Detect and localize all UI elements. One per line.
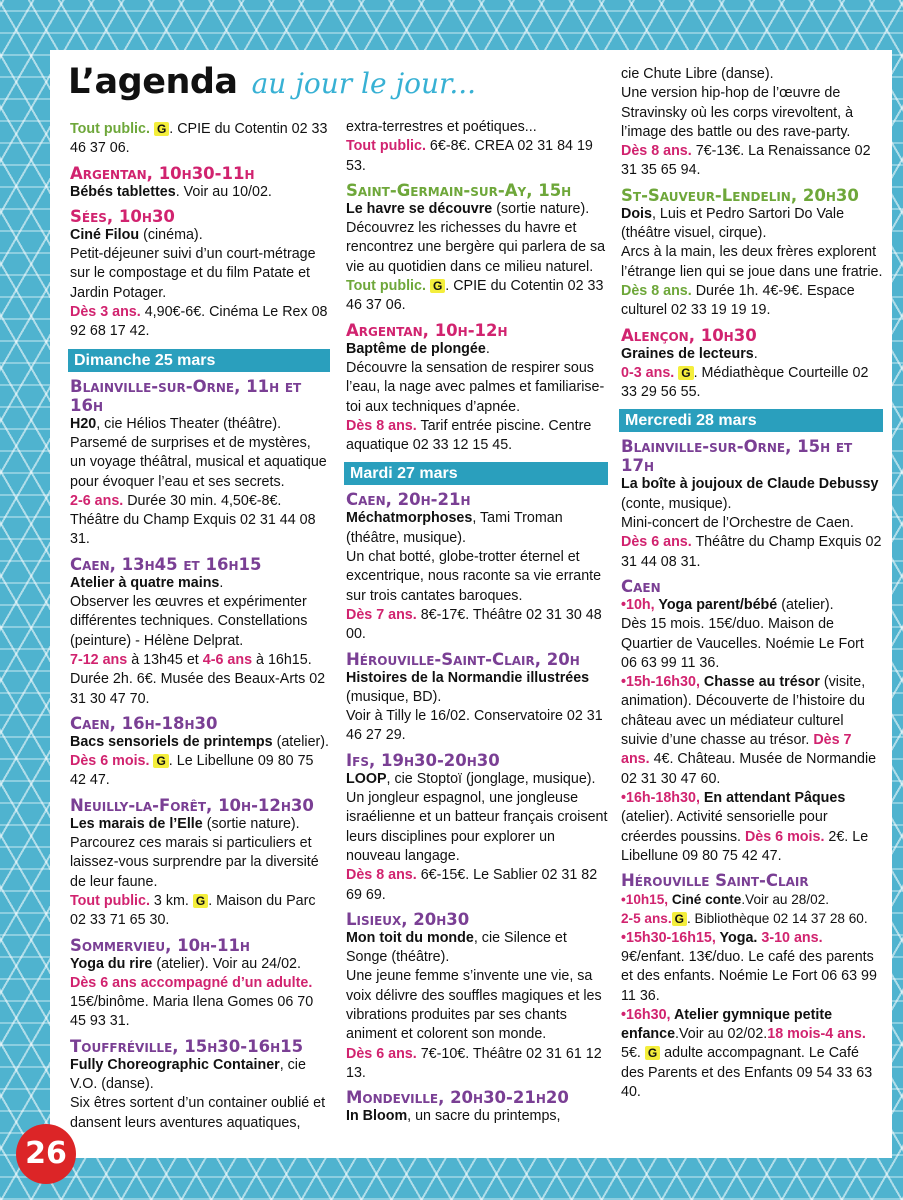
event-info: 7€-10€. Théâtre 02 31 61 12 13. — [346, 1045, 602, 1081]
event-title: Atelier gymnique petite enfance — [621, 1006, 833, 1043]
event-title: H20 — [70, 415, 97, 432]
event-info: (musique, BD). — [346, 688, 442, 705]
event-entry — [346, 200, 608, 219]
event-info: , cie Silence et Songe (théâtre). — [346, 929, 567, 966]
event-heading: Sées, 10h30 — [70, 206, 175, 226]
event-info: , cie Hélios Theater (théâtre). — [96, 415, 282, 432]
event-info: . — [485, 340, 490, 357]
age-label: 7-12 ans — [70, 651, 128, 668]
event-desc: Une jeune femme s’invente une vie, sa voix délivre des souffles magiques et les vibrations produites par ses chants animent et colorent son monde. — [346, 968, 602, 1043]
event-info: . Le Libellune 09 80 75 42 47. — [70, 753, 314, 789]
event-title: En attendant Pâques — [699, 789, 846, 806]
event-info: (visite, animation). Découverte de l’histoire du château avec un médiateur culturel suivie d’une chasse au trésor. — [621, 674, 866, 749]
event-entry — [70, 183, 330, 202]
event-title: Histoires de la Normandie illustrées — [346, 669, 590, 686]
event-info: . Médiathèque Courteille 02 33 29 56 55. — [621, 364, 869, 401]
event-desc: Découvre la sensation de respirer sous l’eau, la nage avec palmes et familiarise-toi aux techniques d’apnée. — [346, 359, 605, 415]
event-desc: Dès 15 mois. 15€/duo. Maison de Quartier de Vaucelles. Noémie Le Fort 06 63 99 11 36. — [621, 616, 864, 671]
g-badge-icon: G — [678, 366, 693, 380]
event-entry — [70, 815, 330, 834]
event-info: . CPIE du Cotentin 02 33 46 37 06. — [70, 121, 328, 157]
event-heading: Blainville-sur-Orne, 15h et 17h — [621, 437, 853, 476]
event-info: à 16h15. Durée 2h. 6€. Musée des Beaux-Arts 02 31 30 47 70. — [70, 651, 326, 707]
age-label: 3-10 ans. — [757, 929, 823, 946]
event-heading: Blainville-sur-Orne, 11h et 16h — [70, 376, 302, 415]
page-title — [68, 62, 476, 122]
event-entry — [621, 205, 883, 244]
event-info: , cie V.O. (danse). — [70, 1056, 306, 1092]
age-label: 2-5 ans. — [621, 911, 672, 927]
event-desc: Un jongleur espagnol, une jongleuse israélienne et un batteur français croisent leurs disciplines pour explorer un nouveau langage. — [346, 790, 608, 864]
event-entry — [346, 137, 608, 176]
event-entry — [621, 1006, 883, 1102]
event-entry — [70, 955, 330, 974]
age-label: Dès 6 mois. — [741, 828, 825, 845]
event-title: Baptême de plongée — [346, 340, 486, 357]
event-info: , un sacre du printemps, — [407, 1108, 561, 1125]
age-label: 18 mois-4 ans. — [767, 1026, 866, 1043]
event-info: Durée 30 min. 4,50€-8€. Théâtre du Champ Exquis 02 31 44 08 31. — [70, 492, 316, 548]
day-header: Mardi 27 mars — [344, 462, 608, 485]
event-title: Yoga. — [715, 929, 758, 946]
event-title: Chasse au trésor — [699, 674, 820, 691]
title-main: L’agenda — [68, 62, 238, 102]
event-entry — [70, 1056, 330, 1095]
event-entry — [346, 417, 608, 456]
event-info: (sortie nature). — [492, 200, 590, 217]
event-heading: Alençon, 10h30 — [621, 325, 757, 345]
event-info: (conte, musique). — [621, 495, 732, 512]
event-desc: extra-terrestres et poétiques... — [346, 119, 537, 135]
event-entry — [346, 1107, 608, 1126]
event-entry — [346, 340, 608, 359]
event-info: . — [219, 574, 224, 591]
age-label: Tout public. — [70, 892, 150, 909]
event-info: 9€/enfant. 13€/duo. Le café des parents et des enfants. Noémie Le Fort 06 63 99 11 36. — [621, 948, 877, 1004]
event-entry — [70, 651, 330, 709]
event-heading: Caen, 20h-21h — [346, 490, 471, 510]
event-title: Bébés tablettes — [70, 183, 176, 200]
event-entry — [621, 673, 883, 789]
event-entry — [70, 892, 330, 931]
event-entry — [346, 1045, 608, 1084]
event-title: Les marais de l’Elle — [70, 815, 203, 832]
event-info: Tarif entrée piscine. Centre aquatique 02 33 12 15 45. — [346, 417, 592, 454]
event-info: , Luis et Pedro Sartori Do Vale (théâtre visuel, cirque). — [621, 205, 845, 242]
event-title: Graines de lecteurs — [621, 345, 754, 362]
event-info: (cinéma). — [139, 226, 203, 243]
event-entry — [621, 533, 883, 572]
event-info: . Maison du Parc 02 33 71 65 30. — [70, 892, 316, 929]
event-heading: Touffréville, 15h30-16h15 — [70, 1036, 304, 1056]
event-title: Atelier à quatre mains — [70, 574, 220, 591]
event-info: adulte accompagnant. Le Café des Parents et des Enfants 09 54 33 63 40. — [621, 1045, 873, 1101]
event-info: (atelier). Voir au 24/02. — [152, 955, 301, 972]
event-desc: Un chat botté, globe-trotter éternel et excentrique, nous raconte sa vie errante sur trois cantates baroques. — [346, 549, 602, 604]
event-heading: Lisieux, 20h30 — [346, 909, 470, 929]
event-desc: Parsemé de surprises et de mystères, un voyage théâtral, musical et aquatique pour évoquer l’eau et ses secrets. — [70, 434, 327, 490]
event-heading: Neuilly-la-Forêt, 10h-12h30 — [70, 795, 314, 815]
day-header: Dimanche 25 mars — [68, 349, 330, 372]
event-entry — [70, 226, 330, 245]
event-time: •15h30-16h15, — [621, 929, 716, 946]
event-heading: Ifs, 19h30-20h30 — [346, 750, 500, 770]
event-info: 7€-13€. La Renaissance 02 31 35 65 94. — [621, 143, 871, 179]
event-title: Mon toit du monde — [346, 929, 474, 946]
event-info: 3 km. — [149, 892, 193, 909]
event-info: 6€-8€. CREA 02 31 84 19 53. — [346, 138, 593, 174]
age-label: Tout public. — [346, 278, 426, 295]
event-entry — [621, 475, 883, 514]
g-badge-icon: G — [430, 279, 445, 293]
event-title: Dois — [621, 205, 652, 222]
event-heading: Saint-Germain-sur-Ay, 15h — [346, 180, 572, 200]
column-3 — [621, 65, 883, 1102]
event-title: Le havre se découvre — [346, 200, 493, 217]
g-badge-icon: G — [672, 912, 687, 926]
event-title: Ciné conte — [668, 892, 742, 908]
event-entry — [621, 345, 883, 364]
event-info: .Voir au 28/02. — [741, 892, 830, 908]
event-info: 15€/binôme. Maria Ilena Gomes 06 70 45 93 31. — [70, 994, 314, 1030]
event-title: Ciné Filou — [70, 226, 140, 243]
event-info: 5€. — [621, 1045, 645, 1062]
event-heading: Mondeville, 20h30-21h20 — [346, 1088, 569, 1108]
event-info: . Voir au 10/02. — [175, 183, 272, 200]
event-desc: cie Chute Libre (danse). — [621, 66, 774, 82]
event-heading: Hérouville-Saint-Clair, 20h — [346, 649, 580, 669]
event-info: , Tami Troman (théâtre, musique). — [346, 510, 563, 546]
event-entry — [621, 282, 883, 321]
g-badge-icon: G — [153, 754, 168, 768]
event-desc: Parcourez ces marais si particuliers et laissez-vous surprendre par la diversité de leur faune. — [70, 835, 319, 890]
title-script: au jour le jour... — [251, 67, 477, 100]
event-desc: Une version hip-hop de l’œuvre de Stravinsky où les corps virevoltent, à l’image des battle ou des rave-party. — [621, 85, 854, 140]
event-title: La boîte à joujoux de Claude Debussy — [621, 476, 879, 493]
event-heading: Argentan, 10h-12h — [346, 320, 508, 340]
age-label: 0-3 ans. — [621, 364, 675, 381]
g-badge-icon: G — [645, 1046, 660, 1060]
event-title: In Bloom — [346, 1108, 408, 1125]
event-entry — [346, 929, 608, 968]
event-time: •10h15, — [621, 892, 669, 908]
event-time: •16h30, — [621, 1006, 671, 1023]
event-entry — [346, 669, 608, 708]
column-2 — [346, 118, 608, 1126]
event-entry — [621, 929, 883, 1006]
event-entry — [70, 974, 330, 1032]
event-info: Théâtre du Champ Exquis 02 31 44 08 31. — [621, 534, 882, 570]
age-label: Dès 6 mois. — [70, 753, 150, 770]
event-info: (atelier). — [777, 596, 834, 613]
event-heading: Hérouville Saint-Clair — [621, 871, 809, 891]
age-label: Dès 8 ans. — [346, 867, 417, 884]
day-header: Mercredi 28 mars — [619, 409, 883, 432]
event-entry — [346, 277, 608, 316]
event-entry — [70, 574, 330, 593]
event-heading: Sommervieu, 10h-11h — [70, 935, 250, 955]
event-entry — [70, 752, 330, 791]
age-label: Tout public. — [70, 121, 150, 137]
event-title: Yoga parent/bébé — [654, 596, 778, 613]
g-badge-icon: G — [193, 894, 208, 908]
event-title: Bacs sensoriels de printemps — [70, 733, 273, 750]
event-info: (atelier). — [272, 733, 330, 750]
event-info: . CPIE du Cotentin 02 33 46 37 06. — [346, 278, 604, 314]
event-entry — [346, 606, 608, 645]
event-title: Méchatmorphoses — [346, 510, 473, 527]
event-heading: Caen, 13h45 et 16h15 — [70, 554, 262, 574]
event-heading: Argentan, 10h30-11h — [70, 163, 255, 183]
event-entry — [70, 303, 330, 342]
event-time: •10h, — [621, 596, 655, 613]
event-info: . — [753, 345, 758, 362]
event-info: Durée 1h. 4€-9€. Espace culturel 02 33 19 19 19. — [621, 282, 855, 319]
event-entry — [70, 120, 330, 159]
event-entry — [621, 890, 883, 929]
event-entry — [621, 789, 883, 866]
age-label: Dès 8 ans. — [346, 417, 417, 434]
age-label: Dès 7 ans. — [346, 606, 417, 623]
age-label: Dès 7 ans. — [621, 732, 852, 768]
event-info: (sortie nature). — [202, 815, 300, 832]
event-desc: Découvrez les richesses du havre et rencontrez une bergère qui parlera de sa vie au quotidien dans ce milieu naturel. — [346, 220, 606, 275]
event-info: .Voir au 02/02. — [675, 1026, 768, 1043]
event-info: , cie Stoptoï (jonglage, musique). — [386, 770, 596, 787]
event-desc: Petit-déjeuner suivi d’un court-métrage sur le compostage et du film Patate et Jardin Potager. — [70, 246, 316, 301]
event-title: Yoga du rire — [70, 955, 153, 972]
event-entry — [621, 364, 883, 403]
event-info: 4€. Château. Musée de Normandie 02 31 30 47 60. — [621, 751, 877, 787]
event-entry — [346, 866, 608, 905]
column-1 — [70, 120, 330, 1133]
event-title: Fully Choreographic Container — [70, 1056, 280, 1073]
event-entry — [346, 509, 608, 548]
event-info: à 13h45 et — [127, 651, 203, 668]
event-entry — [70, 733, 330, 752]
age-label: Dès 6 ans. — [621, 534, 692, 551]
event-entry — [70, 492, 330, 550]
event-info: 6€-15€. Le Sablier 02 31 82 69 69. — [346, 867, 598, 903]
event-entry — [621, 142, 883, 181]
age-label: Dès 8 ans. — [621, 282, 692, 299]
g-badge-icon: G — [154, 122, 169, 136]
event-time: •15h-16h30, — [621, 674, 700, 691]
event-heading: Caen — [621, 576, 661, 596]
age-label: Tout public. — [346, 138, 426, 155]
event-heading: Caen, 16h-18h30 — [70, 713, 218, 733]
age-label: Dès 3 ans. — [70, 304, 141, 321]
age-label: Dès 8 ans. — [621, 143, 692, 160]
event-entry — [70, 415, 330, 434]
event-heading: St-Sauveur-Lendelin, 20h30 — [621, 185, 859, 205]
event-entry — [621, 596, 883, 615]
event-desc: Mini-concert de l’Orchestre de Caen. — [621, 515, 854, 532]
event-info: . Bibliothèque 02 14 37 28 60. — [686, 911, 868, 927]
event-info: (atelier). Activité sensorielle pour créerdes poussins. — [621, 809, 828, 845]
event-info: 8€-17€. Théâtre 02 31 30 48 00. — [346, 606, 602, 643]
age-label: 2-6 ans. — [70, 492, 124, 509]
age-label: Dès 6 ans. — [346, 1045, 417, 1062]
age-label: Dès 6 ans accompagné d’un adulte. — [70, 974, 313, 991]
event-desc: Observer les œuvres et expérimenter différentes techniques. Constellations (peinture) - Hélène Delprat. — [70, 594, 308, 649]
event-entry — [346, 770, 608, 789]
event-info: 2€. Le Libellune 09 80 75 42 47. — [621, 828, 869, 864]
age-label: 4-6 ans — [202, 651, 253, 668]
event-title: LOOP — [346, 770, 387, 787]
event-desc: Arcs à la main, les deux frères explorent l’étrange lien qui se joue dans une fratrie. — [621, 244, 883, 280]
event-desc: Six êtres sortent d’un container oublié et dansent leurs aventures aquatiques, — [70, 1095, 326, 1131]
page-number: 26 — [16, 1124, 76, 1184]
event-desc: Voir à Tilly le 16/02. Conservatoire 02 31 46 27 29. — [346, 708, 603, 744]
agenda-page — [50, 50, 892, 1158]
event-time: •16h-18h30, — [621, 789, 700, 806]
event-info: 4,90€-6€. Cinéma Le Rex 08 92 68 17 42. — [70, 304, 328, 340]
